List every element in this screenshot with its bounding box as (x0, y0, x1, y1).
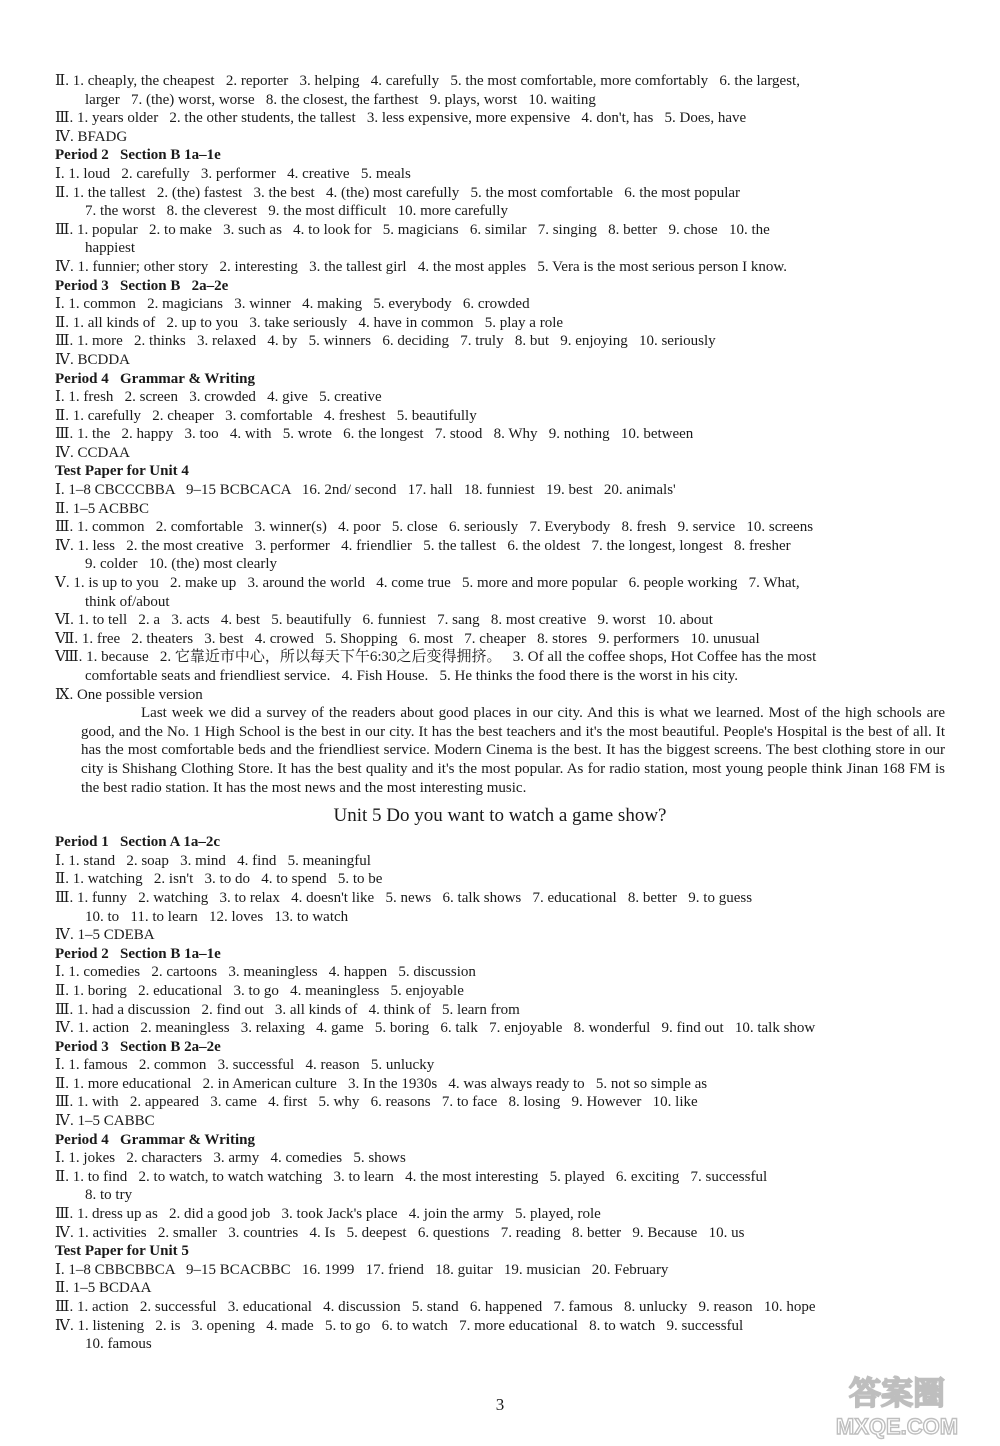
answer-line: Ⅱ. 1. cheaply, the cheapest 2. reporter 3. helping 4. carefully 5. the most comfortable, more comfortably 6. the largest, (55, 73, 800, 89)
answer-line: 10. famous (85, 1336, 152, 1353)
section-heading: Period 1 Section A 1a–2c (55, 834, 220, 851)
answer-line: Ⅱ. 1. to find 2. to watch, to watch watching 3. to learn 4. the most interesting 5. played 6. exciting 7. successful (55, 1168, 768, 1185)
answer-line: Ⅶ. 1. free 2. theaters 3. best 4. crowed 5. Shopping 6. most 7. cheaper 8. stores 9. performers 10. unusual (55, 630, 760, 647)
section-heading: Test Paper for Unit 4 (55, 463, 189, 480)
answer-line: Ⅰ. 1. common 2. magicians 3. winner 4. making 5. everybody 6. crowded (55, 296, 530, 313)
answer-line: Ⅰ. 1. stand 2. soap 3. mind 4. find 5. meaningful (55, 852, 371, 869)
answer-line: Ⅱ. 1–5 BCDAA (55, 1280, 152, 1297)
answer-line: 9. colder 10. (the) most clearly (85, 556, 278, 573)
answer-line: Ⅱ. 1. watching 2. isn't 3. to do 4. to spend 5. to be (55, 871, 383, 888)
answer-line: Ⅱ. 1. the tallest 2. (the) fastest 3. the best 4. (the) most carefully 5. the most comfortable 6. the most popular (55, 184, 741, 201)
answer-line: Ⅳ. 1. less 2. the most creative 3. performer 4. friendlier 5. the tallest 6. the oldest 7. the longest, longest 8. fresher (55, 537, 791, 554)
answer-line: Ⅸ. One possible version (55, 686, 203, 703)
watermark-url: MXQE.COM (835, 1414, 959, 1439)
answer-line: Ⅰ. 1. loud 2. carefully 3. performer 4. creative 5. meals (55, 165, 411, 182)
watermark-logo (808, 1370, 986, 1440)
section-heading: Period 4 Grammar & Writing (55, 1131, 255, 1148)
answer-line: Ⅷ. 1. because 2. 它靠近市中心，所以每天下午6:30之后变得拥挤。 3. Of all the coffee shops, Hot Coffee has the most (55, 649, 817, 666)
answer-line: Ⅰ. 1–8 CBCCCBBA 9–15 BCBCACA 16. 2nd/ second 17. hall 18. funniest 19. best 20. animals' (55, 482, 676, 499)
answer-line: Ⅱ. 1. boring 2. educational 3. to go 4. meaningless 5. enjoyable (55, 982, 464, 999)
section-heading: Period 4 Grammar & Writing (55, 370, 255, 387)
answer-line: Ⅲ. 1. with 2. appeared 3. came 4. first 5. why 6. reasons 7. to face 8. losing 9. However 10. like (55, 1094, 698, 1111)
answer-line: comfortable seats and friendliest service. 4. Fish House. 5. He thinks the food there is the worst in his city. (85, 668, 739, 684)
answer-line: Ⅱ. 1. all kinds of 2. up to you 3. take seriously 4. have in common 5. play a role (55, 314, 564, 331)
section-heading: Test Paper for Unit 5 (55, 1243, 189, 1260)
answer-line: Ⅳ. BFADG (55, 128, 128, 145)
answer-line: Ⅲ. 1. popular 2. to make 3. such as 4. to look for 5. magicians 6. similar 7. singing 8. better 9. chose 10. the (55, 221, 770, 238)
answer-line: 7. the worst 8. the cleverest 9. the most difficult 10. more carefully (85, 203, 508, 220)
unit5-answers (55, 833, 945, 1354)
answer-line: 8. to try (85, 1187, 133, 1204)
answer-line: Ⅳ. 1. activities 2. smaller 3. countries 4. Is 5. deepest 6. questions 7. reading 8. better 9. Because 10. us (55, 1224, 745, 1241)
answer-line: Ⅲ. 1. dress up as 2. did a good job 3. took Jack's place 4. join the army 5. played, role (55, 1206, 601, 1223)
answer-line: Ⅳ. 1–5 CABBC (55, 1113, 155, 1130)
answer-line: larger 7. (the) worst, worse 8. the closest, the farthest 9. plays, worst 10. waiting (85, 91, 596, 108)
answer-line: Ⅴ. 1. is up to you 2. make up 3. around the world 4. come true 5. more and more popular 6. people working 7. What, (55, 575, 800, 592)
answer-line: Ⅲ. 1. funny 2. watching 3. to relax 4. doesn't like 5. news 6. talk shows 7. educational 8. better 9. to guess (55, 889, 753, 906)
answer-line: Ⅲ. 1. the 2. happy 3. too 4. with 5. wrote 6. the longest 7. stood 8. Why 9. nothing 10. between (55, 426, 694, 443)
answer-line: Ⅲ. 1. more 2. thinks 3. relaxed 4. by 5. winners 6. deciding 7. truly 8. but 9. enjoying 10. seriously (55, 333, 716, 350)
answer-line: Ⅲ. 1. action 2. successful 3. educational 4. discussion 5. stand 6. happened 7. famous 8. unlucky 9. reason 10. hope (55, 1299, 816, 1315)
answer-line: Ⅲ. 1. years older 2. the other students, the tallest 3. less expensive, more expensive 4. don't, has 5. Does, have (55, 110, 747, 127)
section-heading: Period 2 Section B 1a–1e (55, 945, 221, 962)
unit4-answers (55, 72, 945, 704)
answer-line: Ⅱ. 1–5 ACBBC (55, 500, 149, 517)
answer-line: Ⅰ. 1. jokes 2. characters 3. army 4. comedies 5. shows (55, 1150, 406, 1167)
answer-line: happiest (85, 240, 135, 257)
answer-sheet (55, 72, 945, 1354)
answer-line: Ⅰ. 1. comedies 2. cartoons 3. meaningless 4. happen 5. discussion (55, 964, 476, 981)
answer-line: Ⅲ. 1. common 2. comfortable 3. winner(s) 4. poor 5. close 6. seriously 7. Everybody 8. fresh 9. service 10. screens (55, 519, 814, 536)
answer-line: Ⅳ. 1. action 2. meaningless 3. relaxing 4. game 5. boring 6. talk 7. enjoyable 8. wonderful 9. find out 10. talk show (55, 1020, 816, 1037)
sample-essay: Last week we did a survey of the readers about good places in our city. And this is what we learned. Most of the high schools are good, and the No. 1 High School is the best in our city. It has the best teachers and it's the most beautiful. People's Hospital is the best of all. It has the most comfortable beds and the friendliest service. Modern Cinema is the best. It has the biggest screens. The best clothing store in our city is Shishang Clothing Store. It has the best quality and it's the most popular. As for radio station, most young people think Jinan 168 FM is the best radio station. It has the most news and the most interesting music. (81, 705, 945, 796)
page-number: 3 (495, 1395, 505, 1414)
answer-line: Ⅳ. CCDAA (55, 444, 130, 461)
answer-line: Ⅳ. 1. listening 2. is 3. opening 4. made 5. to go 6. to watch 7. more educational 8. to watch 9. successful (55, 1317, 744, 1334)
section-heading: Period 2 Section B 1a–1e (55, 147, 221, 164)
answer-line: Ⅰ. 1. famous 2. common 3. successful 4. reason 5. unlucky (55, 1057, 435, 1074)
answer-line: think of/about (85, 593, 170, 610)
answer-line: Ⅳ. 1. funnier; other story 2. interesting 3. the tallest girl 4. the most apples 5. Vera is the most serious person I know. (55, 258, 787, 275)
section-heading: Period 3 Section B 2a–2e (55, 277, 229, 294)
unit5-title: Unit 5 Do you want to watch a game show? (333, 805, 667, 827)
answer-line: Ⅳ. BCDDA (55, 351, 130, 368)
answer-line: Ⅰ. 1. fresh 2. screen 3. crowded 4. give 5. creative (55, 389, 382, 406)
answer-line: Ⅱ. 1. more educational 2. in American culture 3. In the 1930s 4. was always ready to 5. not so simple as (55, 1075, 708, 1092)
answer-line: Ⅳ. 1–5 CDEBA (55, 927, 155, 944)
watermark-text: 答案圈 (848, 1375, 946, 1411)
answer-line: Ⅰ. 1–8 CBBCBBCA 9–15 BCACBBC 16. 1999 17. friend 18. guitar 19. musician 20. February (55, 1261, 669, 1278)
answer-line: 10. to 11. to learn 12. loves 13. to watch (85, 908, 349, 925)
answer-line: Ⅲ. 1. had a discussion 2. find out 3. all kinds of 4. think of 5. learn from (55, 1001, 520, 1018)
answer-line: Ⅵ. 1. to tell 2. a 3. acts 4. best 5. beautifully 6. funniest 7. sang 8. most creative 9. worst 10. about (55, 612, 713, 629)
answer-line: Ⅱ. 1. carefully 2. cheaper 3. comfortable 4. freshest 5. beautifully (55, 407, 477, 424)
section-heading: Period 3 Section B 2a–2e (55, 1038, 221, 1055)
